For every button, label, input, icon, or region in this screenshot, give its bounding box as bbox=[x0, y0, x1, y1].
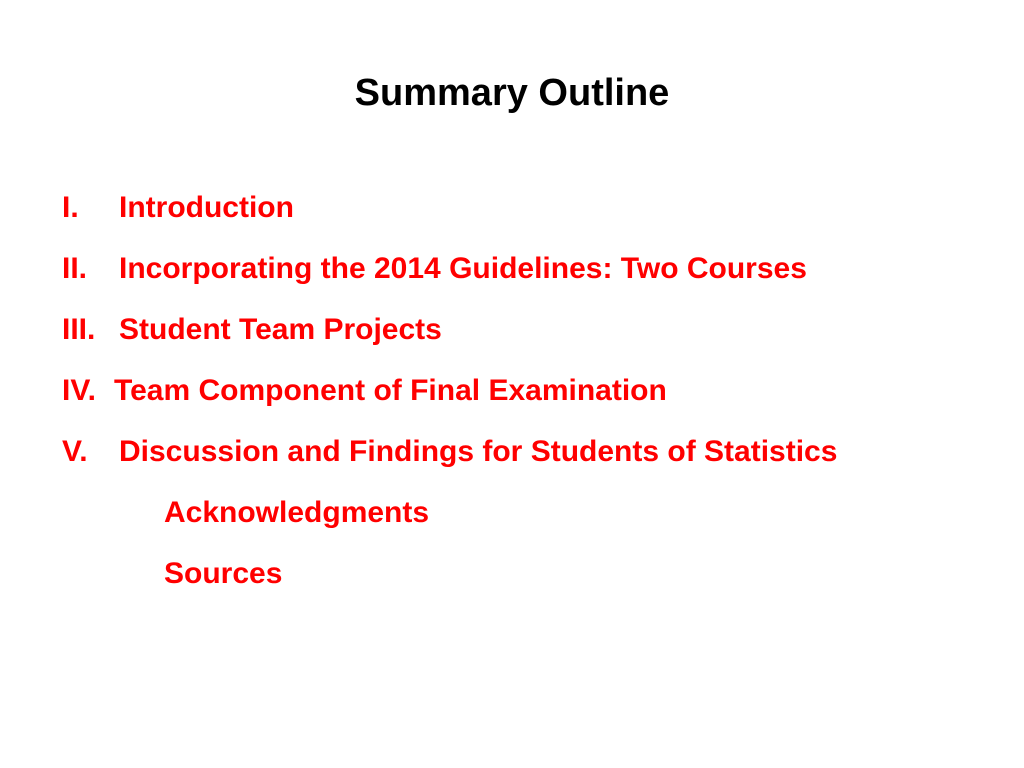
outline-item-final-exam bbox=[62, 371, 1002, 432]
outline-text: Discussion and Findings for Students of Statistics bbox=[119, 435, 838, 468]
outline-text: Acknowledgments bbox=[164, 496, 430, 529]
outline-item-guidelines bbox=[62, 249, 1002, 310]
outline-item-acknowledgments bbox=[62, 493, 1002, 554]
outline-numeral: IV. bbox=[62, 374, 96, 407]
outline-numeral: V. bbox=[62, 435, 88, 468]
outline-item-sources bbox=[62, 554, 1002, 615]
outline-item-team-projects bbox=[62, 310, 1002, 371]
outline-numeral: II. bbox=[62, 252, 88, 285]
outline-text: Sources bbox=[164, 557, 283, 590]
outline-list bbox=[62, 188, 1002, 615]
outline-text: Student Team Projects bbox=[119, 313, 442, 346]
outline-numeral: I. bbox=[62, 191, 79, 224]
slide-title: Summary Outline bbox=[354, 72, 670, 114]
outline-item-introduction bbox=[62, 188, 1002, 249]
outline-text: Team Component of Final Examination bbox=[114, 374, 667, 407]
outline-text: Incorporating the 2014 Guidelines: Two Courses bbox=[119, 252, 807, 285]
outline-numeral: III. bbox=[62, 313, 96, 346]
outline-item-discussion bbox=[62, 432, 1002, 493]
outline-text: Introduction bbox=[119, 191, 294, 224]
